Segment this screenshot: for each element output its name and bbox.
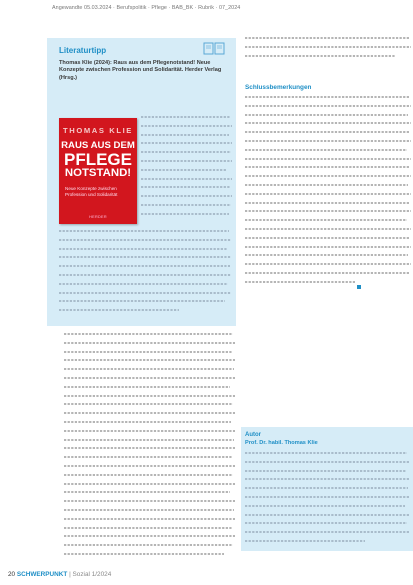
book-subtitle: Neue Konzepte zwischen Profession und Solidarität — [65, 186, 118, 197]
right-column-body — [245, 93, 411, 287]
footer-issue: | Sozial 1/2024 — [69, 571, 112, 578]
footer-section: SCHWERPUNKT — [16, 571, 68, 578]
author-heading: Autor — [245, 432, 261, 438]
book-cover — [59, 118, 137, 224]
page-footer — [8, 571, 111, 578]
literature-description-full — [59, 227, 231, 315]
book-author: THOMAS KLIE — [63, 126, 133, 135]
book-publisher: HERDER — [89, 215, 107, 219]
literature-reference: Thomas Klie (2024): Raus aus dem Pflegenotstand! Neue Konzepte zwischen Profession und Solidarität. Herder Verlag (Hrsg.) — [59, 60, 222, 81]
author-bio — [245, 449, 409, 546]
book-title-line2: PFLEGE — [63, 150, 132, 169]
lit-logo-icon — [203, 41, 225, 56]
author-name: Prof. Dr. habil. Thomas Klie — [245, 440, 318, 446]
section-heading: Schlussbemerkungen — [245, 84, 312, 91]
literature-title: Literaturtipp — [59, 46, 107, 55]
end-mark-icon — [357, 285, 361, 289]
left-column-body — [64, 330, 235, 559]
book-title-line3: NOTSTAND! — [64, 167, 132, 179]
book-title-line1: RAUS AUS DEM — [61, 140, 135, 151]
running-header: Angewandte 05.03.2024 · Berufspolitik · Pflege · BAB_BK · Rubrik · 07_2024 — [52, 5, 241, 11]
literature-description-side — [141, 113, 232, 219]
page-number: 20 — [8, 571, 16, 578]
right-column-intro — [245, 34, 411, 60]
